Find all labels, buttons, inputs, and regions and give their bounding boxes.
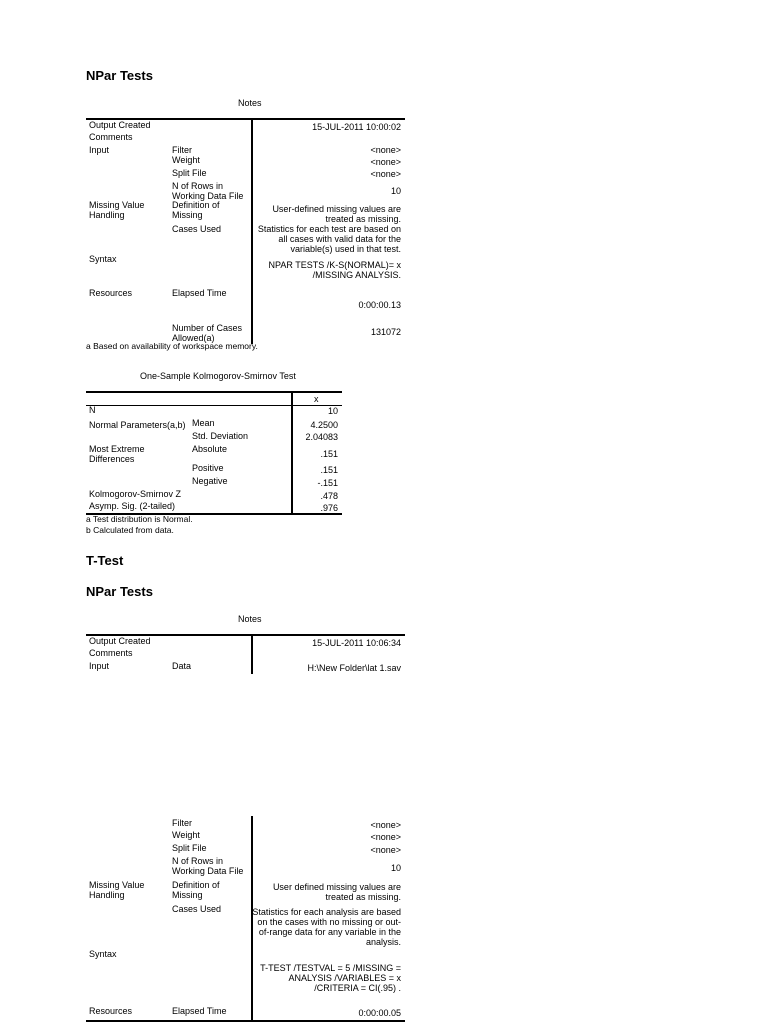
ks-z-label: Kolmogorov-Smirnov Z bbox=[89, 489, 182, 499]
definition-missing-label: Definition of Missing bbox=[172, 200, 220, 220]
notes-title-2: Notes bbox=[238, 614, 262, 624]
output-created-label-2: Output Created bbox=[89, 636, 151, 646]
ks-extreme-label: Most Extreme Differences bbox=[89, 444, 145, 464]
ks-n-value: 10 bbox=[327, 406, 338, 416]
ks-asymp-value: .976 bbox=[320, 503, 338, 513]
notes-table bbox=[86, 118, 405, 344]
nrows-value: 10 bbox=[390, 186, 401, 196]
cases-used-value-2: Statistics for each analysis are based on the cases with no missing or out-of-range data for any variable in the analysis. bbox=[252, 907, 401, 947]
resources-label-2: Resources bbox=[89, 1006, 133, 1016]
split-file-label-2: Split File bbox=[172, 843, 207, 853]
cases-used-value: Statistics for each test are based on all cases with valid data for the variable(s) used in that test. bbox=[257, 224, 401, 254]
ks-mean-value: 4.2500 bbox=[310, 420, 338, 430]
npar-tests-heading-2: NPar Tests bbox=[86, 584, 153, 599]
definition-missing-label-2: Definition of Missing bbox=[172, 880, 220, 900]
definition-missing-value: User-defined missing values are treated as missing. bbox=[272, 204, 401, 224]
cases-used-label: Cases Used bbox=[172, 224, 222, 234]
npar-tests-heading: NPar Tests bbox=[86, 68, 153, 83]
ks-test-table bbox=[86, 391, 342, 515]
elapsed-time-label: Elapsed Time bbox=[172, 288, 227, 298]
ks-sd-value: 2.04083 bbox=[305, 432, 338, 442]
ks-col-header: x bbox=[314, 394, 319, 404]
ncases-value: 131072 bbox=[370, 327, 401, 337]
ks-absolute-value: .151 bbox=[320, 449, 338, 459]
ks-negative-label: Negative bbox=[192, 476, 228, 486]
cases-used-label-2: Cases Used bbox=[172, 904, 222, 914]
ks-positive-value: .151 bbox=[320, 465, 338, 475]
ks-footnote-b: b Calculated from data. bbox=[86, 525, 174, 535]
split-file-label: Split File bbox=[172, 168, 207, 178]
ks-z-value: .478 bbox=[320, 491, 338, 501]
nrows-label-2: N of Rows in Working Data File bbox=[172, 856, 244, 876]
output-created-value: 15-JUL-2011 10:00:02 bbox=[312, 122, 401, 132]
missing-value-handling-label-2: Missing Value Handling bbox=[89, 880, 145, 900]
notes-table-2-bottom bbox=[86, 816, 405, 1022]
elapsed-time-label-2: Elapsed Time bbox=[172, 1006, 227, 1016]
missing-value-handling-label: Missing Value Handling bbox=[89, 200, 145, 220]
filter-value: <none> bbox=[370, 145, 401, 155]
ks-test-title: One-Sample Kolmogorov-Smirnov Test bbox=[140, 371, 296, 381]
ks-sd-label: Std. Deviation bbox=[192, 431, 249, 441]
input-label: Input bbox=[89, 145, 110, 155]
comments-label: Comments bbox=[89, 132, 133, 142]
t-test-heading: T-Test bbox=[86, 553, 124, 568]
ks-absolute-label: Absolute bbox=[192, 444, 228, 454]
split-file-value-2: <none> bbox=[370, 845, 401, 855]
filter-label: Filter bbox=[172, 145, 192, 155]
notes-footnote: a Based on availability of workspace memory. bbox=[86, 341, 258, 351]
elapsed-time-value: 0:00:00.13 bbox=[358, 300, 401, 310]
output-created-value-2: 15-JUL-2011 10:06:34 bbox=[312, 638, 401, 648]
ks-mean-label: Mean bbox=[192, 418, 215, 428]
data-label: Data bbox=[172, 661, 192, 671]
filter-value-2: <none> bbox=[370, 820, 401, 830]
ks-normal-params-label: Normal Parameters(a,b) bbox=[89, 420, 186, 430]
weight-label: Weight bbox=[172, 155, 200, 165]
nrows-value-2: 10 bbox=[390, 863, 401, 873]
ks-positive-label: Positive bbox=[192, 463, 224, 473]
ncases-label: Number of Cases Allowed(a) bbox=[172, 323, 243, 343]
definition-missing-value-2: User defined missing values are treated as missing. bbox=[272, 882, 401, 902]
split-file-value: <none> bbox=[370, 169, 401, 179]
weight-value: <none> bbox=[370, 157, 401, 167]
weight-label-2: Weight bbox=[172, 830, 200, 840]
notes-table-2-top bbox=[86, 634, 405, 674]
elapsed-time-value-2: 0:00:00.05 bbox=[358, 1008, 401, 1018]
syntax-label: Syntax bbox=[89, 254, 117, 264]
resources-label: Resources bbox=[89, 288, 133, 298]
ks-asymp-label: Asymp. Sig. (2-tailed) bbox=[89, 501, 176, 511]
data-value: H:\New Folder\lat 1.sav bbox=[307, 663, 401, 673]
ks-negative-value: -.151 bbox=[317, 478, 338, 488]
comments-label-2: Comments bbox=[89, 648, 133, 658]
weight-value-2: <none> bbox=[370, 832, 401, 842]
input-label-2: Input bbox=[89, 661, 110, 671]
nrows-label: N of Rows in Working Data File bbox=[172, 181, 244, 201]
ks-n-label: N bbox=[89, 405, 96, 415]
output-created-label: Output Created bbox=[89, 120, 151, 130]
syntax-value: NPAR TESTS /K-S(NORMAL)= x /MISSING ANALYSIS. bbox=[268, 260, 401, 280]
ks-footnote-a: a Test distribution is Normal. bbox=[86, 514, 193, 524]
notes-title: Notes bbox=[238, 98, 262, 108]
filter-label-2: Filter bbox=[172, 818, 192, 828]
syntax-label-2: Syntax bbox=[89, 949, 117, 959]
syntax-value-2: T-TEST /TESTVAL = 5 /MISSING = ANALYSIS /VARIABLES = x /CRITERIA = CI(.95) . bbox=[260, 963, 401, 993]
